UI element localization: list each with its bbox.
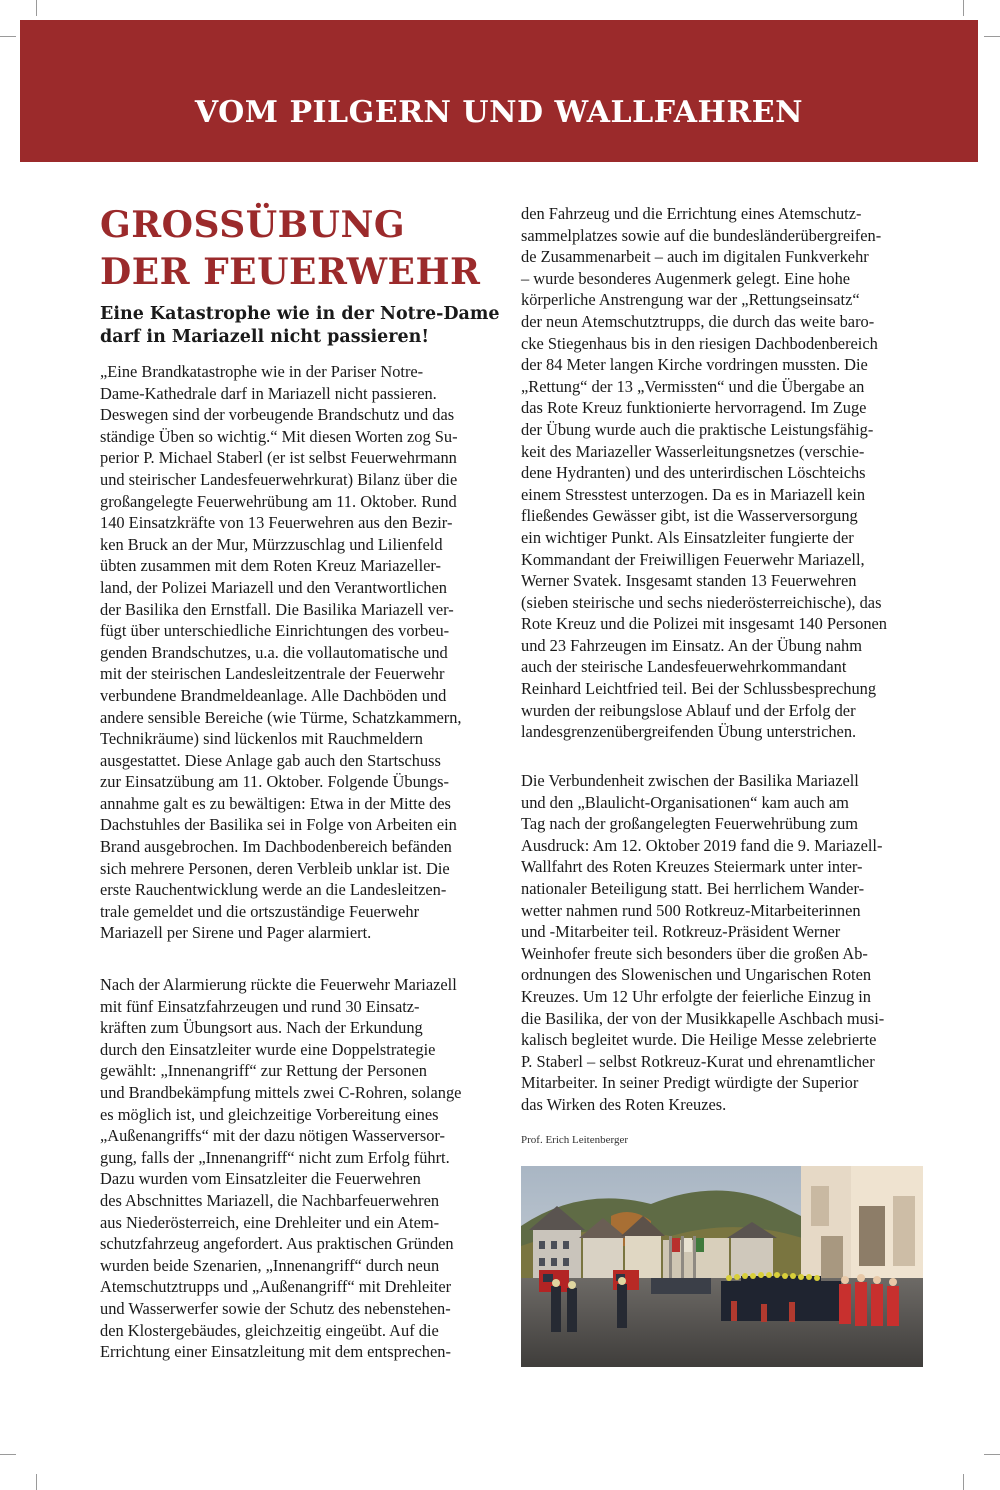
text-line: genden Brandschutzes, u.a. die vollautomatische und: [100, 642, 448, 662]
text-line: Reinhard Leichtfried teil. Bei der Schlussbesprechung: [521, 679, 877, 699]
text-line: mit fünf Einsatzfahrzeugen und rund 30 Einsatz-: [100, 996, 420, 1016]
text-line: sammelplatzes sowie auf die bundesländerübergreifen-: [521, 225, 882, 245]
text-line: Technikräume) sind lückenlos mit Rauchmeldern: [100, 729, 423, 749]
text-line: Deswegen sind der vorbeugende Brandschutz und das: [100, 405, 455, 425]
text-line: und Brandbekämpfung mittels zwei C-Rohren, solange: [100, 1082, 462, 1102]
text-line: 140 Einsatzkräfte von 13 Feuerwehren aus den Bezir-: [100, 513, 453, 533]
text-line: das Rote Kreuz funktionierte hervorragend. Im Zuge: [521, 398, 867, 418]
text-line: Weinhofer freute sich besonders über die großen Ab-: [521, 943, 868, 963]
text-line: annahme galt es zu bewältigen: Etwa in der Mitte des: [100, 793, 451, 813]
text-line: Die Verbundenheit zwischen der Basilika Mariazell: [521, 771, 859, 790]
article-paragraph-3: [521, 203, 887, 743]
text-line: „Außenangriffs“ mit der dazu nötigen Wasserversor-: [100, 1126, 446, 1146]
section-banner: [20, 20, 978, 162]
headline-line: GROSSÜBUNG: [100, 204, 406, 246]
text-line: gung, falls der „Innenangriff“ nicht zum Erfolg führt.: [100, 1147, 450, 1167]
text-line: Werner Svatek. Insgesamt standen 13 Feuerwehren: [521, 571, 857, 591]
text-line: und steirischer Landesfeuerwehrkurat) Bilanz über die: [100, 469, 458, 489]
subhead-line: Eine Katastrophe wie in der Notre-Dame: [100, 304, 500, 324]
text-line: das Wirken des Roten Kreuzes.: [521, 1094, 727, 1114]
text-line: P. Staberl – selbst Rotkreuz-Kurat und ehrenamtlicher: [521, 1051, 875, 1071]
text-line: wetter nahmen rund 500 Rotkreuz-Mitarbeiterinnen: [521, 900, 861, 920]
text-line: übten zusammen mit dem Roten Kreuz Mariazeller-: [100, 556, 442, 576]
text-line: nationaler Beteiligung statt. Bei herrlichem Wander-: [521, 878, 865, 898]
subhead-line: darf in Mariazell nicht passieren!: [100, 327, 430, 347]
text-line: trale gemeldet und die ortszuständige Feuerwehr: [100, 901, 420, 921]
text-line: gewählt: „Innenangriff“ zur Rettung der Personen: [100, 1061, 427, 1081]
text-line: einem Stresstest unterzogen. Da es in Mariazell kein: [521, 484, 866, 504]
text-line: – wurde besonderes Augenmerk gelegt. Eine hohe: [521, 268, 851, 288]
text-line: Atemschutztrupps und „Außenangriff“ mit Drehleiter: [100, 1277, 452, 1297]
text-line: de Zusammenarbeit – auch im digitalen Funkverkehr: [521, 247, 869, 267]
text-line: Nach der Alarmierung rückte die Feuerwehr Mariazell: [100, 975, 457, 994]
text-line: „Eine Brandkatastrophe wie in der Pariser Notre-: [100, 362, 424, 381]
text-line: ständige Üben so wichtig.“ Mit diesen Worten zog Su-: [100, 426, 458, 446]
text-line: cke Stiegenhaus bis in den riesigen Dachbodenbereich: [521, 333, 878, 353]
text-line: den Fahrzeug und die Errichtung eines Atemschutz-: [521, 204, 862, 223]
crop-mark-top-right: [963, 0, 964, 16]
text-line: Dachstuhles der Basilika sei in Folge von Arbeiten ein: [100, 815, 457, 835]
text-line: Wallfahrt des Roten Kreuzes Steiermark unter inter-: [521, 857, 863, 877]
text-line: sich mehrere Personen, deren Verbleib unklar ist. Die: [100, 858, 450, 878]
text-line: und den „Blaulicht-Organisationen“ kam auch am: [521, 792, 849, 812]
text-line: Brand ausgebrochen. Im Dachbodenbereich befänden: [100, 837, 452, 857]
text-line: ken Bruck an der Mur, Mürzzuschlag und Lilienfeld: [100, 534, 443, 554]
text-line: wurden beide Szenarien, „Innenangriff“ durch neun: [100, 1255, 440, 1275]
crop-mark-top-right-h: [984, 36, 1000, 37]
text-line: ausgestattet. Diese Anlage gab auch den Startschuss: [100, 750, 441, 770]
text-line: großangelegte Feuerwehrübung am 11. Oktober. Rund: [100, 491, 457, 511]
text-line: zur Einsatzübung am 11. Oktober. Folgende Übungs-: [100, 772, 449, 792]
text-line: und 23 Fahrzeugen im Einsatz. An der Übung nahm: [521, 635, 862, 655]
text-line: Rote Kreuz und die Polizei mit insgesamt 140 Personen: [521, 614, 887, 634]
text-line: perior P. Michael Staberl (er ist selbst Feuerwehrmann: [100, 448, 457, 468]
text-line: andere sensible Bereiche (wie Türme, Schatzkammern,: [100, 707, 462, 727]
text-line: ein wichtiger Punkt. Als Einsatzleiter fungierte der: [521, 527, 854, 547]
text-line: Mariazell per Sirene und Pager alarmiert.: [100, 923, 372, 943]
text-line: durch den Einsatzleiter wurde eine Doppelstrategie: [100, 1039, 436, 1059]
text-line: mit der steirischen Landesleitzentrale der Feuerwehr: [100, 664, 445, 684]
crop-mark-top-left: [36, 0, 37, 16]
text-line: Tag nach der großangelegten Feuerwehrübung zum: [521, 814, 859, 834]
text-line: land, der Polizei Mariazell und den Verantwortlichen: [100, 577, 447, 597]
article-headline: [100, 202, 520, 296]
photo-illustration: [521, 1166, 923, 1367]
section-title: VOM PILGERN UND WALLFAHREN: [194, 95, 804, 130]
text-line: der Basilika den Ernstfall. Die Basilika Mariazell ver-: [100, 599, 454, 619]
text-line: der 84 Meter langen Kirche vordringen mussten. Die: [521, 355, 868, 375]
text-line: keit des Mariazeller Wasserleitungsnetzes (verschie-: [521, 441, 865, 461]
crop-mark-bottom-left: [36, 1474, 37, 1490]
text-line: verbundene Brandmeldeanlage. Alle Dachböden und: [100, 685, 447, 705]
crop-mark-bottom-right: [963, 1474, 964, 1490]
text-line: Mitarbeiter. In seiner Predigt würdigte der Superior: [521, 1073, 859, 1093]
text-line: (sieben steirische und sechs niederösterreichische), das: [521, 592, 882, 612]
text-line: kalisch begleitet wurde. Die Heilige Messe zelebrierte: [521, 1030, 877, 1050]
text-line: wurden der reibungslose Ablauf und der Erfolg der: [521, 700, 856, 720]
crop-mark-bottom-left-h: [0, 1454, 16, 1455]
article-paragraph-2: [100, 974, 461, 1363]
text-line: Dazu wurden vom Einsatzleiter die Feuerwehren: [100, 1169, 421, 1189]
article-paragraph-1: [100, 361, 462, 944]
text-line: den Klostergebäudes, gleichzeitig eingeübt. Auf die: [100, 1320, 439, 1340]
article-paragraph-4: [521, 770, 884, 1116]
article-photo: [521, 1166, 923, 1367]
text-line: schutzfahrzeug angefordert. Aus praktischen Gründen: [100, 1234, 454, 1254]
text-line: aus Niederösterreich, eine Drehleiter und ein Atem-: [100, 1212, 440, 1232]
text-line: die Basilika, der von der Musikkapelle Aschbach musi-: [521, 1008, 885, 1028]
text-line: auch der steirische Landesfeuerwehrkommandant: [521, 657, 847, 677]
text-line: der Übung wurde auch die praktische Leistungsfähig-: [521, 419, 874, 439]
text-line: Kreuzes. Um 12 Uhr erfolgte der feierliche Einzug in: [521, 986, 871, 1006]
text-line: kräften zum Übungsort aus. Nach der Erkundung: [100, 1018, 423, 1038]
text-line: ordnungen des Slowenischen und Ungarischen Roten: [521, 965, 872, 985]
crop-mark-bottom-right-h: [984, 1454, 1000, 1455]
text-line: Dame-Kathedrale darf in Mariazell nicht passieren.: [100, 383, 437, 403]
article-subheadline: [100, 303, 510, 349]
author-credit: Prof. Erich Leitenberger: [521, 1134, 629, 1146]
headline-line: DER FEUERWEHR: [100, 251, 481, 293]
text-line: der neun Atemschutztrupps, die durch das weite baro-: [521, 311, 875, 331]
text-line: Errichtung einer Einsatzleitung mit dem entsprechen-: [100, 1342, 451, 1362]
text-line: körperliche Anstrengung war der „Rettungseinsatz“: [521, 290, 860, 310]
text-line: und -Mitarbeiter teil. Rotkreuz-Präsident Werner: [521, 922, 841, 942]
text-line: erste Rauchentwicklung werde an die Landesleitzen-: [100, 880, 447, 900]
text-line: „Rettung“ der 13 „Vermissten“ und die Übergabe an: [521, 376, 865, 396]
text-line: dene Hydranten) und des unterirdischen Löschteichs: [521, 463, 866, 483]
text-line: es möglich ist, und gleichzeitige Vorbereitung eines: [100, 1104, 439, 1124]
text-line: Kommandant der Freiwilligen Feuerwehr Mariazell,: [521, 549, 865, 569]
text-line: fließendes Gewässer gibt, ist die Wasserversorgung: [521, 506, 858, 526]
text-line: fügt über unterschiedliche Einrichtungen des vorbeu-: [100, 621, 450, 641]
text-line: des Abschnittes Mariazell, die Nachbarfeuerwehren: [100, 1190, 440, 1210]
text-line: landesgrenzenübergreifenden Übung unterstrichen.: [521, 722, 857, 742]
text-line: und Wasserwerfer sowie der Schutz des nebenstehen-: [100, 1298, 451, 1318]
text-line: Ausdruck: Am 12. Oktober 2019 fand die 9. Mariazell-: [521, 835, 883, 855]
crop-mark-top-left-h: [0, 36, 16, 37]
